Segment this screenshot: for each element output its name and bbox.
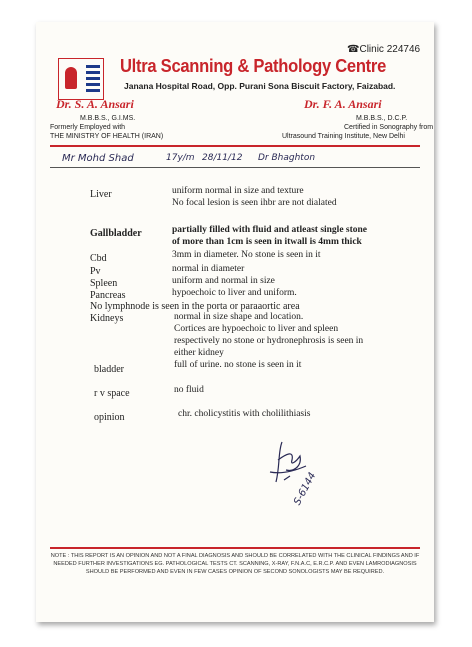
disclaimer-note: NOTE : THIS REPORT IS AN OPINION AND NOT A FINAL DIAGNOSIS AND SHOULD BE CORRELATED WITH THE CLINICAL FINDINGS AND IF NEEDED FURTHER INVESTIGATIONS EG. PATHOLOGICAL TESTS CT. SCANNING, X-RAY, F.N.A.C, E.R.C.P. AND EVEN LAMRODIAGNOSIS SHOULD BE PERFORMED AND EVEN IN FEW CASES OPINION OF SECOND SONOLOGISTS MAY BE REQUIRED. [50, 553, 420, 575]
kidneys-line-4: either kidney [174, 348, 224, 358]
gallbladder-line-2: of more than 1cm is seen in itwall is 4mm thick [172, 237, 362, 247]
referring-doctor: Dr Bhaghton [258, 153, 316, 163]
cbd-line-1: 3mm in diameter. No stone is seen in it [172, 250, 321, 260]
centre-name: Ultra Scanning & Pathology Centre [120, 56, 387, 76]
header-divider [50, 145, 420, 147]
label-kidneys: Kidneys [90, 313, 124, 324]
label-pancreas: Pancreas [90, 290, 126, 301]
clinic-phone: ☎Clinic 224746 [347, 44, 421, 55]
report-number: S-6144 [292, 470, 319, 508]
report-sheet [36, 22, 434, 622]
patient-name: Mr Mohd Shad [62, 153, 134, 164]
report-date: 28/11/12 [202, 153, 243, 163]
footer-divider [50, 547, 420, 549]
opinion-line-1: chr. cholicystitis with cholilithiasis [178, 409, 311, 419]
doctor-left-qualification: M.B.B.S., G.I.MS. [80, 115, 136, 122]
pv-line-1: normal in diameter [172, 264, 245, 274]
rv-space-line-1: no fluid [174, 385, 204, 395]
gallbladder-line-1: partially filled with fluid and atleast single stone [172, 225, 368, 235]
label-opinion: opinion [94, 412, 125, 423]
centre-address: Janana Hospital Road, Opp. Purani Sona Biscuit Factory, Faizabad. [124, 81, 396, 91]
doctor-right-line2: Ultrasound Training Institute, New Delhi [282, 133, 405, 140]
centre-logo [58, 58, 104, 100]
doctor-right-name: Dr. F. A. Ansari [304, 97, 382, 111]
lymphnode-note: No lymphnode is seen in the porta or paraaortic area [90, 301, 300, 312]
label-liver: Liver [90, 189, 112, 200]
label-spleen: Spleen [90, 278, 118, 289]
patient-age-sex: 17y/m [166, 153, 195, 163]
pancreas-line-1: hypoechoic to liver and uniform. [172, 288, 297, 298]
phone-icon: ☎ [347, 44, 360, 55]
label-bladder: bladder [94, 364, 124, 375]
doctor-left-name: Dr. S. A. Ansari [56, 97, 134, 111]
kidneys-line-3: respectively no stone or hydronephrosis is seen in [174, 336, 364, 346]
doctor-right-qualification: M.B.B.S., D.C.P. [356, 115, 408, 122]
label-cbd: Cbd [90, 253, 107, 264]
label-pv: Pv [90, 266, 101, 277]
doctor-left-line2: THE MINISTRY OF HEALTH (IRAN) [50, 133, 164, 140]
spleen-line-1: uniform and normal in size [172, 276, 275, 286]
label-gallbladder: Gallbladder [90, 228, 142, 239]
label-rv-space: r v space [94, 388, 130, 399]
kidneys-line-1: normal in size shape and location. [174, 312, 304, 322]
bladder-line-1: full of urine. no stone is seen in it [174, 360, 302, 370]
liver-line-2: No focal lesion is seen ihbr are not dialated [172, 198, 337, 208]
patient-underline [50, 167, 420, 168]
kidneys-line-2: Cortices are hypoechoic to liver and spleen [174, 324, 339, 334]
doctor-left-line1: Formerly Employed with [50, 124, 126, 131]
liver-line-1: uniform normal in size and texture [172, 186, 304, 196]
doctor-right-line1: Certified in Sonography from [344, 124, 434, 131]
